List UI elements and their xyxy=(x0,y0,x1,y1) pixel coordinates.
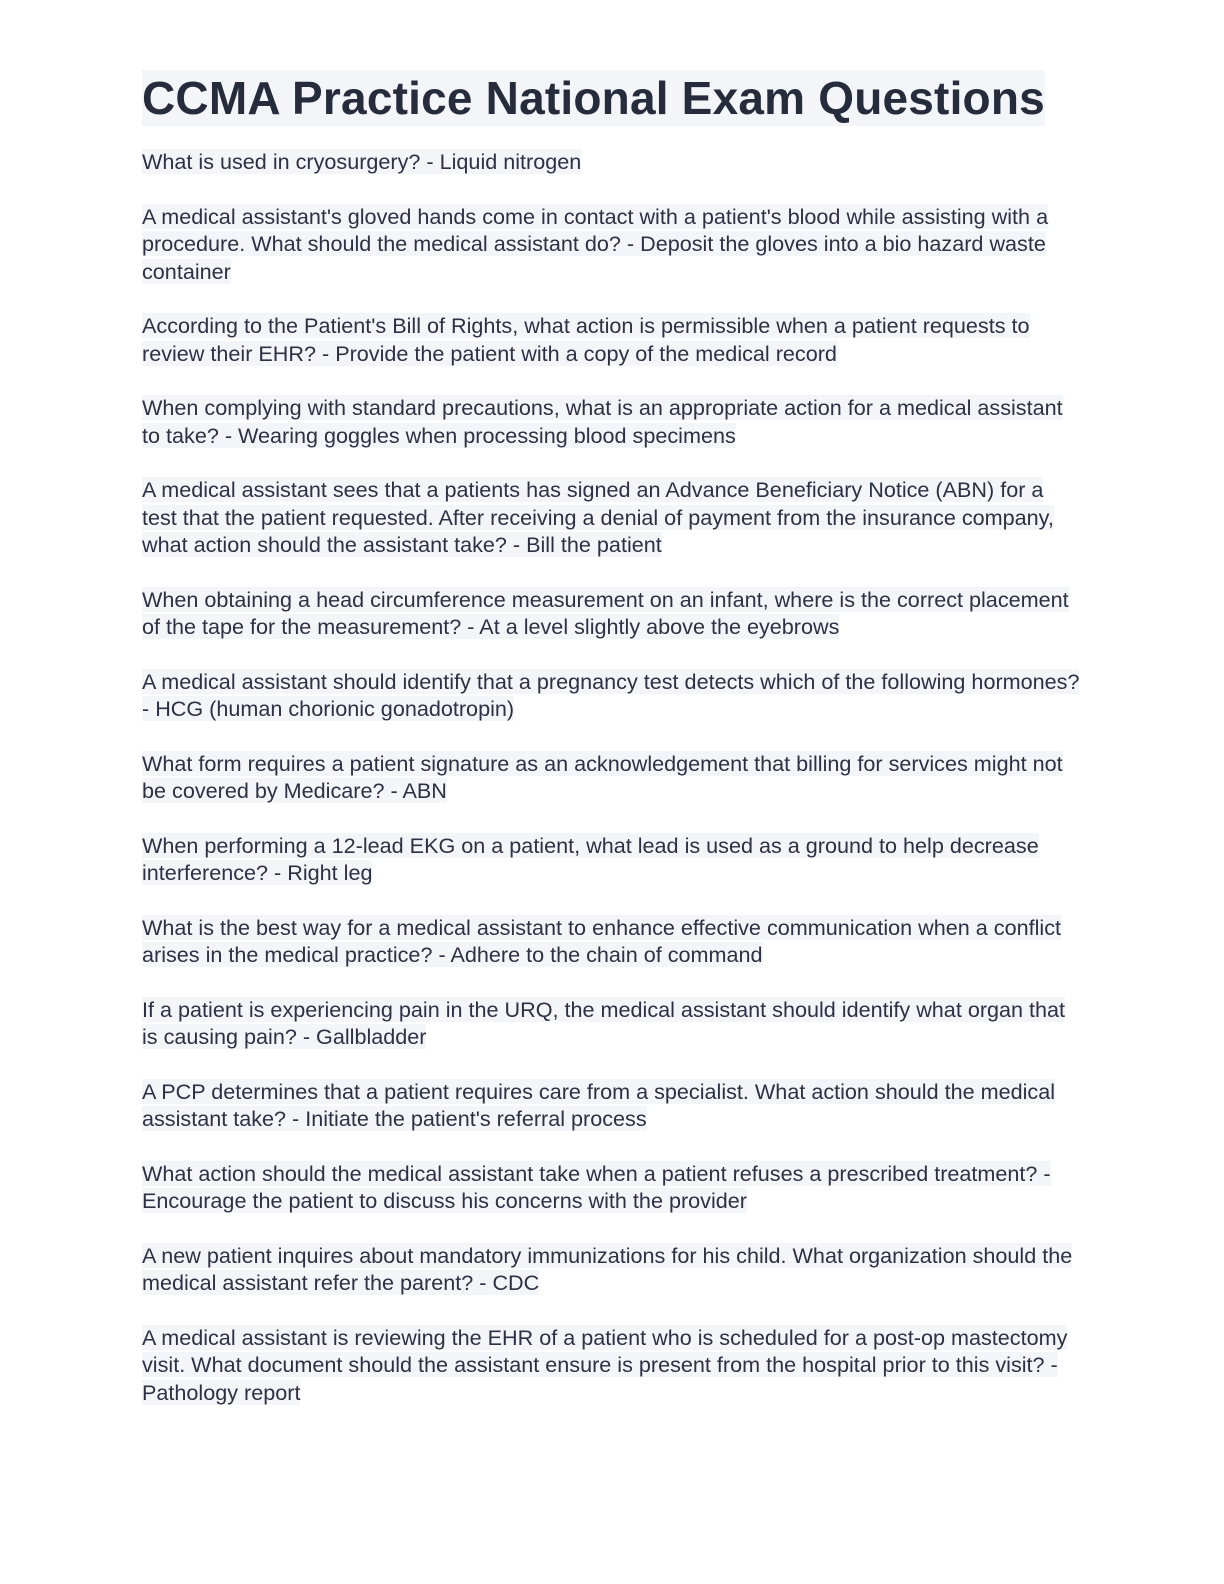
qa-text: A medical assistant's gloved hands come in contact with a patient's blood while assisting with a procedure. What should the medical assistant do? - Deposit the gloves into a bio hazard waste container xyxy=(142,203,1049,284)
qa-item-14 xyxy=(142,1242,1082,1297)
qa-text: What form requires a patient signature as an acknowledgement that billing for services might not be covered by Medicare? - ABN xyxy=(142,750,1063,803)
document-title: CCMA Practice National Exam Questions xyxy=(142,72,1045,124)
qa-text: A medical assistant sees that a patients has signed an Advance Beneficiary Notice (ABN) for a test that the patient requested. After receiving a denial of payment from the insurance company, what action should the assistant take? - Bill the patient xyxy=(142,477,1054,557)
qa-text: When complying with standard precautions, what is an appropriate action for a medical assistant to take? - Wearing goggles when processing blood specimens xyxy=(142,395,1063,448)
qa-text: What is used in cryosurgery? - Liquid nitrogen xyxy=(142,149,582,174)
qa-item-1 xyxy=(142,148,1082,176)
qa-item-6 xyxy=(142,586,1082,641)
qa-item-7 xyxy=(142,668,1082,723)
qa-text: A medical assistant is reviewing the EHR of a patient who is scheduled for a post-op mastectomy visit. What document should the assistant ensure is present from the hospital prior to this visit? - Pathology report xyxy=(142,1324,1068,1405)
qa-item-10 xyxy=(142,914,1082,969)
qa-text: A PCP determines that a patient requires care from a specialist. What action should the medical assistant take? - Initiate the patient's referral process xyxy=(142,1078,1055,1131)
qa-list xyxy=(142,148,1082,1406)
qa-item-11 xyxy=(142,996,1082,1051)
qa-item-2 xyxy=(142,203,1082,286)
qa-text: A medical assistant should identify that a pregnancy test detects which of the following hormones? - HCG (human chorionic gonadotropin) xyxy=(142,668,1080,721)
qa-text: When performing a 12-lead EKG on a patient, what lead is used as a ground to help decrease interference? - Right leg xyxy=(142,832,1039,885)
qa-text: If a patient is experiencing pain in the URQ, the medical assistant should identify what organ that is causing pain? - Gallbladder xyxy=(142,996,1066,1049)
qa-item-9 xyxy=(142,832,1082,887)
qa-text: What is the best way for a medical assistant to enhance effective communication when a conflict arises in the medical practice? - Adhere to the chain of command xyxy=(142,914,1061,967)
qa-item-12 xyxy=(142,1078,1082,1133)
qa-item-5 xyxy=(142,476,1082,559)
qa-item-13 xyxy=(142,1160,1082,1215)
qa-item-8 xyxy=(142,750,1082,805)
qa-item-3 xyxy=(142,312,1082,367)
qa-text: According to the Patient's Bill of Rights, what action is permissible when a patient requests to review their EHR? - Provide the patient with a copy of the medical record xyxy=(142,313,1030,366)
qa-text: A new patient inquires about mandatory immunizations for his child. What organization should the medical assistant refer the parent? - CDC xyxy=(142,1242,1073,1295)
qa-text: When obtaining a head circumference measurement on an infant, where is the correct placement of the tape for the measurement? - At a level slightly above the eyebrows xyxy=(142,586,1069,639)
document-page xyxy=(142,70,1082,1433)
qa-item-15 xyxy=(142,1324,1082,1407)
qa-text: What action should the medical assistant take when a patient refuses a prescribed treatment? - Encourage the patient to discuss his concerns with the provider xyxy=(142,1160,1051,1213)
qa-item-4 xyxy=(142,394,1082,449)
